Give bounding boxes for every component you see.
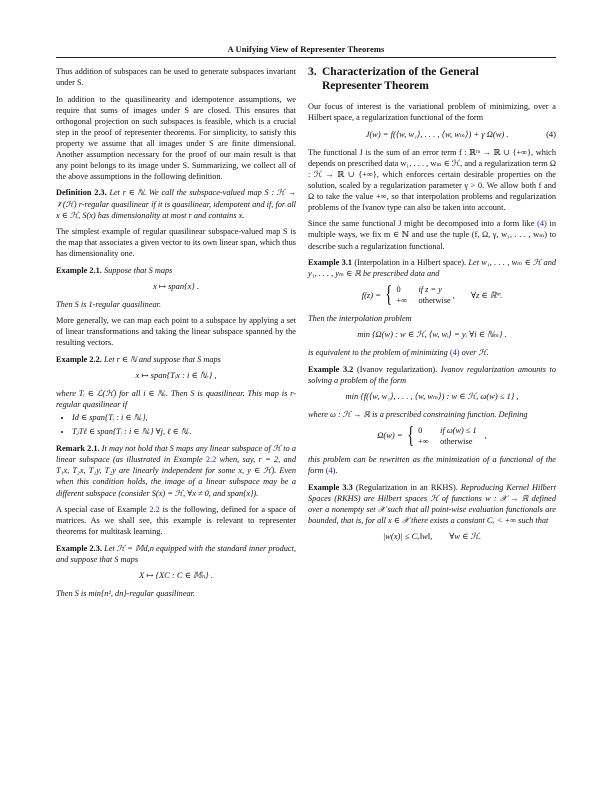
- running-header: A Unifying View of Representer Theorems: [227, 44, 385, 54]
- section-number: 3.: [308, 66, 317, 78]
- equation-quantifier: ∀z ∈ ℝᵐ.: [470, 289, 503, 300]
- paragraph: Thus addition of subspaces can be used to generate subspaces invariant under S.: [56, 67, 296, 88]
- remark-label: Remark 2.1.: [56, 444, 100, 454]
- remark-text: when, say, r = 2, and T₁x, T₂x, T₁y, T₂y are linearly independent for some x, y ∈ ℋ). Even when this condition holds, the image of a linear subspace may be a different subspace (consider S(x) = ℋ, ∀x ≠ 0, and span{x}).: [56, 455, 296, 498]
- paragraph: In addition to the quasilinearity and idempotence assumptions, we require that sums of images under S are closed. This ensures that orthogonal projection on such subspaces is feasible, which is a crucial step in the proof of representer theorems. For simplicity, to satisfy this property we assume that all images under S are finite dimensional. Another assumption necessary for the proof of our main result is that any point belongs to its image under S. Summarizing, we collect all of the above assumptions in the following definition.: [56, 94, 296, 181]
- conclusion-text: this problem can be rewritten as the minimization of a functional of the form: [308, 454, 556, 476]
- example-2-2: [56, 354, 296, 365]
- example-text: Let w₁, . . . , wₘ ∈ ℋ and y₁, . . . , yₘ ∈ ℝ be prescribed data and: [308, 258, 556, 279]
- equation-ref-link[interactable]: (4): [537, 219, 547, 229]
- example-continuation: where ω : ℋ → ℝ is a prescribed constraining function. Defining: [308, 409, 528, 419]
- example-text: Let r ∈ ℕ and suppose that S maps: [103, 355, 221, 365]
- equation: X ↦ {XC : C ∈ 𝕄ₙ} .: [139, 569, 213, 580]
- example-ref-link[interactable]: 2.2: [149, 505, 160, 515]
- equation-punct: ,: [484, 430, 487, 441]
- example-title: (Regularization in an RKHS).: [355, 482, 458, 492]
- example-title: (Ivanov regularization).: [356, 364, 438, 374]
- example-3-3: [308, 482, 556, 526]
- example-2-1: [56, 265, 296, 276]
- example-label: Example 3.3: [308, 482, 353, 492]
- paragraph: Our focus of interest is the variational problem of minimizing, over a Hilbert space, a regularization functional of the form: [308, 102, 556, 123]
- example-text: Ivanov regularization amounts to solving a problem of the form: [308, 364, 557, 385]
- section-title-line: Characterization of the General: [322, 66, 479, 78]
- piecewise-equation: [308, 422, 556, 449]
- example-label: Example 3.2: [308, 364, 354, 374]
- case-value: +∞: [396, 296, 408, 306]
- equation: min {Ω(w) : w ∈ ℋ, ⟨w, wᵢ⟩ = yᵢ ∀i ∈ ℕₘ} .: [357, 329, 507, 340]
- case-condition: otherwise: [440, 436, 473, 446]
- paragraph-text: A special case of Example: [56, 505, 150, 515]
- equation: |w(x)| ≤ Cₓ‖w‖, ∀w ∈ ℋ.: [382, 530, 482, 541]
- example-label: Example 2.1.: [56, 265, 102, 275]
- case-value: 0: [396, 285, 401, 295]
- left-column: [56, 66, 296, 604]
- header-rule: [56, 57, 556, 58]
- example-text: Let ℋ = 𝕄d,n equipped with the standard inner product, and suppose that S maps: [56, 543, 296, 564]
- paragraph: [308, 218, 556, 251]
- list-item: • Id ∈ span{Tᵢ : i ∈ ℕᵣ},: [72, 412, 296, 423]
- paragraph: [56, 504, 296, 537]
- section-title-line: Representer Theorem: [322, 79, 429, 92]
- conclusion-text: over ℋ.: [459, 348, 489, 358]
- example-ref-link[interactable]: 2.2: [205, 455, 217, 465]
- example-conclusion: Then S is min{n², dn}-regular quasilinear.: [56, 588, 196, 598]
- equation-lhs: f(z) =: [361, 289, 381, 300]
- paragraph: The functional J is the sum of an error term f : ℝᵐ → ℝ ∪ {+∞}, which depends on prescribed data w₁, . . . , wₘ ∈ ℋ, and a regularization term Ω : ℋ → ℝ ∪ {+∞}, which enforces certain desirable properties on the solution, scaled by a regularization parameter γ > 0. We allow both f and Ω to take the value +∞, so that interpolation problems and regularization problems of the Ivanov type can also be taken into account.: [308, 147, 556, 212]
- remark-text: It may not hold that S maps any linear subspace of ℋ to a linear subspace (as illustrated in Example: [56, 444, 296, 465]
- equation: min {f(⟨w, w₁⟩, . . . , ⟨w, wₘ⟩) : w ∈ ℋ, ω(w) ≤ 1} ,: [345, 390, 519, 401]
- example-label: Example 3.1: [308, 258, 353, 268]
- definition-2-3: [56, 187, 296, 220]
- example-title: (Interpolation in a Hilbert space).: [354, 258, 467, 268]
- example-3-1: [308, 257, 556, 279]
- list-item: • TⱼTℓ ∈ span{Tᵢ : i ∈ ℕᵣ} ∀j, ℓ ∈ ℕᵣ.: [72, 426, 296, 437]
- example-label: Example 2.2.: [56, 355, 102, 365]
- equation-body: J(w) = f(⟨w, w₁⟩, . . . , ⟨w, wₘ⟩) + γ Ω(w) .: [365, 128, 509, 139]
- equation: x ↦ span{x} .: [152, 280, 200, 291]
- example-continuation: where Tᵢ ∈ ℒ(ℋ) for all i ∈ ℕᵣ. Then S is quasilinear. This map is r-regular quasilinear if: [56, 389, 296, 410]
- paragraph-text: Since the same functional J might be decomposed into a form like: [308, 219, 538, 229]
- paragraph-text: in multiple ways, we fix m ∈ ℕ and use the tuple (f, Ω, γ, w₁, . . . , wₘ) to describe such a regularization functional.: [308, 219, 557, 251]
- piecewise-equation: f(z) = { 0 if z = y +∞ otherwise , ∀z ∈ ℝᵐ.: [361, 282, 503, 309]
- example-text: Suppose that S maps: [103, 265, 173, 275]
- example-conclusion: Then S is 1-regular quasilinear.: [56, 299, 162, 309]
- equation-ref-link[interactable]: (4): [449, 348, 460, 358]
- case-condition: if ω(w) ≤ 1: [440, 425, 477, 435]
- cases: [396, 284, 450, 306]
- equation-number: (4): [546, 128, 556, 139]
- left-brace: {: [385, 282, 393, 309]
- cases: [418, 425, 476, 447]
- case-condition: otherwise: [418, 296, 451, 306]
- example-3-2: [308, 364, 556, 386]
- remark-2-1: [56, 443, 296, 498]
- example-text: Reproducing Kernel Hilbert Spaces (RKHS) are Hilbert spaces ℋ of functions w : 𝒳 → ℝ defined over a nonempty set 𝒳 such that all point-wise evaluation functionals are bounded, that is, for all x ∈ 𝒳 there exists a constant Cₓ < +∞ such that: [308, 482, 557, 525]
- definition-label: Definition 2.3.: [56, 188, 107, 198]
- example-conclusion: [308, 347, 556, 358]
- example-conclusion: [308, 454, 556, 476]
- conclusion-text: .: [335, 466, 338, 476]
- case-condition: if z = y: [418, 285, 442, 295]
- paragraph-text: is the following, defined for a space of matrices. As we shall see, this example is relevant to representer theorems for multitask learning.: [56, 505, 296, 537]
- conclusion-text: is equivalent to the problem of minimizing: [308, 348, 450, 358]
- left-brace: {: [406, 422, 414, 449]
- equation-lhs: Ω(w) =: [377, 430, 403, 441]
- right-column: [308, 66, 556, 549]
- paragraph: More generally, we can map each point to a subspace by applying a set of linear transformations and taking the linear subspace spanned by the resulting vectors.: [56, 316, 296, 348]
- case-value: +∞: [418, 436, 429, 446]
- equation: x ↦ span{Tᵢx : i ∈ ℕᵣ} ,: [135, 370, 217, 381]
- definition-text: Let r ∈ ℕ. We call the subspace-valued map S : ℋ → 𝒱(ℋ) r-regular quasilinear if it is quasilinear, idempotent and if, for all x ∈ ℋ, S(x) has dimensionality at most r and contains x.: [56, 188, 297, 220]
- paragraph: The simplest example of regular quasilinear subspace-valued map S is the map that associates a given vector to its own linear span, which thus has dimensionality one.: [56, 227, 296, 259]
- case-value: 0: [418, 425, 423, 435]
- example-label: Example 2.3.: [56, 543, 102, 553]
- condition-list: [56, 412, 296, 437]
- equation-4: [308, 129, 556, 140]
- example-2-3: [56, 543, 296, 565]
- equation-ref-link[interactable]: (4): [325, 466, 336, 476]
- section-heading: [308, 66, 556, 93]
- example-continuation: Then the interpolation problem: [308, 314, 412, 324]
